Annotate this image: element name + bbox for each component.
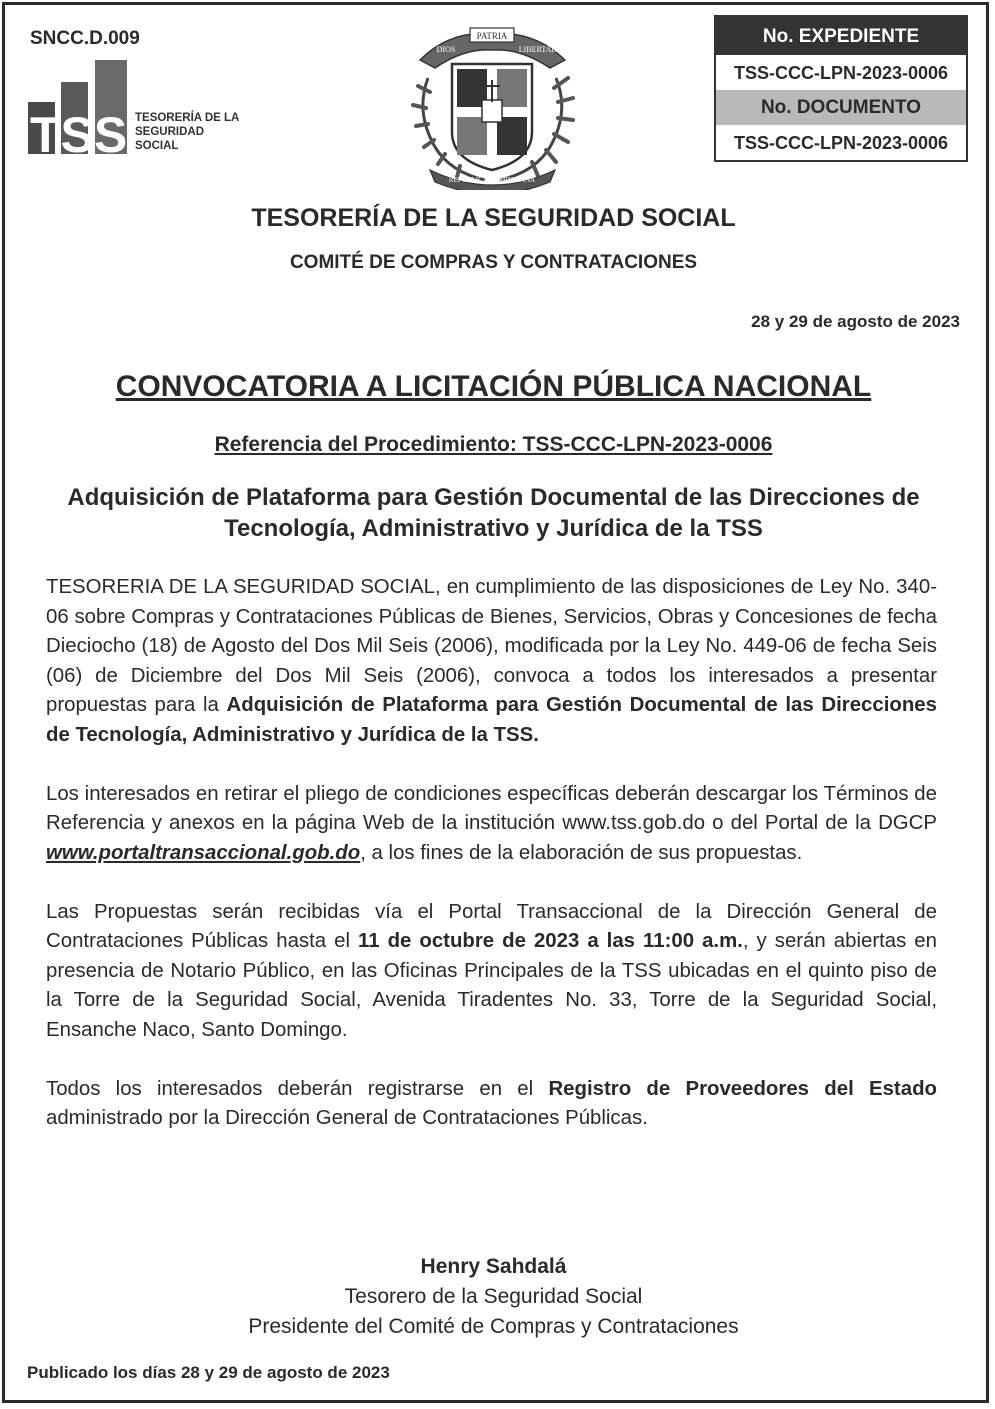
signatory-position-2: Presidente del Comité de Compras y Contrataciones	[248, 1315, 739, 1338]
documento-label: No. DOCUMENTO	[716, 90, 966, 125]
tss-logo	[27, 60, 132, 161]
svg-text:REPÚBLICA DOMINICANA: REPÚBLICA DOMINICANA	[448, 176, 536, 184]
paragraph-legal-basis: TESORERIA DE LA SEGURIDAD SOCIAL, en cumplimiento de las disposiciones de Ley No. 340-06 sobre Compras y Contrataciones Públicas de Bienes, Servicios, Obras y Concesiones de fecha Dieciocho (18) de Agosto del Dos Mil Seis (2006), modificada por la Ley No. 449-06 de fecha Seis (06) de Diciembre del Dos Mil Seis (2006), convoca a todos los interesados a presentar propuestas para la Adquisición de Plataforma para Gestión Documental de las Direcciones de Tecnología, Administrativo y Jurídica de la TSS.	[46, 576, 937, 746]
signature-block	[0, 1252, 987, 1342]
publication-footer: Publicado los días 28 y 29 de agosto de 2023	[27, 1363, 390, 1382]
paragraph-submission-deadline: Las Propuestas serán recibidas vía el Portal Transaccional de la Dirección General de Contrataciones Públicas hasta el 11 de octubre de 2023 a las 11:00 a.m., y serán abiertas en presencia de Notario Público, en las Oficinas Principales de la TSS ubicadas en el quinto piso de la Torre de la Seguridad Social, Avenida Tiradentes No. 33, Torre de la Seguridad Social, Ensanche Naco, Santo Domingo.	[46, 900, 937, 1041]
svg-text:DIOS: DIOS	[436, 45, 456, 54]
notice-body	[46, 573, 937, 1163]
portal-link[interactable]: www.portaltransaccional.gob.do	[46, 841, 361, 864]
logo-letters: TSS	[30, 107, 128, 156]
organization-name: TESORERÍA DE LA SEGURIDAD SOCIAL	[251, 204, 736, 232]
expediente-value: TSS-CCC-LPN-2023-0006	[716, 55, 966, 90]
paragraph-download-terms: Los interesados en retirar el pliego de condiciones específicas deberán descargar los Términos de Referencia y anexos en la página Web de la institución www.tss.gob.do o del Portal de la DGCP www.portaltransaccional.gob.do, a los fines de la elaboración de sus propuestas.	[46, 782, 937, 864]
documento-value: TSS-CCC-LPN-2023-0006	[716, 125, 966, 160]
expediente-label: No. EXPEDIENTE	[716, 17, 966, 55]
svg-text:LIBERTAD: LIBERTAD	[518, 45, 558, 54]
procurement-subject: Adquisición de Plataforma para Gestión Documental de las Direcciones de Tecnología, Administrativo y Jurídica de la TSS	[67, 484, 920, 542]
coat-of-arms-seal	[410, 22, 575, 195]
signatory-name: Henry Sahdalá	[420, 1255, 567, 1278]
form-code: SNCC.D.009	[30, 28, 140, 49]
publication-date: 28 y 29 de agosto de 2023	[751, 312, 960, 331]
svg-text:PATRIA: PATRIA	[476, 31, 508, 41]
signatory-position-1: Tesorero de la Seguridad Social	[344, 1285, 643, 1308]
procedure-reference: Referencia del Procedimiento: TSS-CCC-LPN-2023-0006	[214, 433, 773, 456]
paragraph-registration: Todos los interesados deberán registrarse en el Registro de Proveedores del Estado administrado por la Dirección General de Contrataciones Públicas.	[46, 1077, 937, 1129]
tss-logo-text: TESORERÍA DE LA SEGURIDAD SOCIAL	[135, 112, 240, 152]
committee-name: COMITÉ DE COMPRAS Y CONTRATACIONES	[289, 252, 698, 273]
document-title: CONVOCATORIA A LICITACIÓN PÚBLICA NACIONAL	[115, 370, 872, 403]
expediente-box	[714, 15, 968, 162]
